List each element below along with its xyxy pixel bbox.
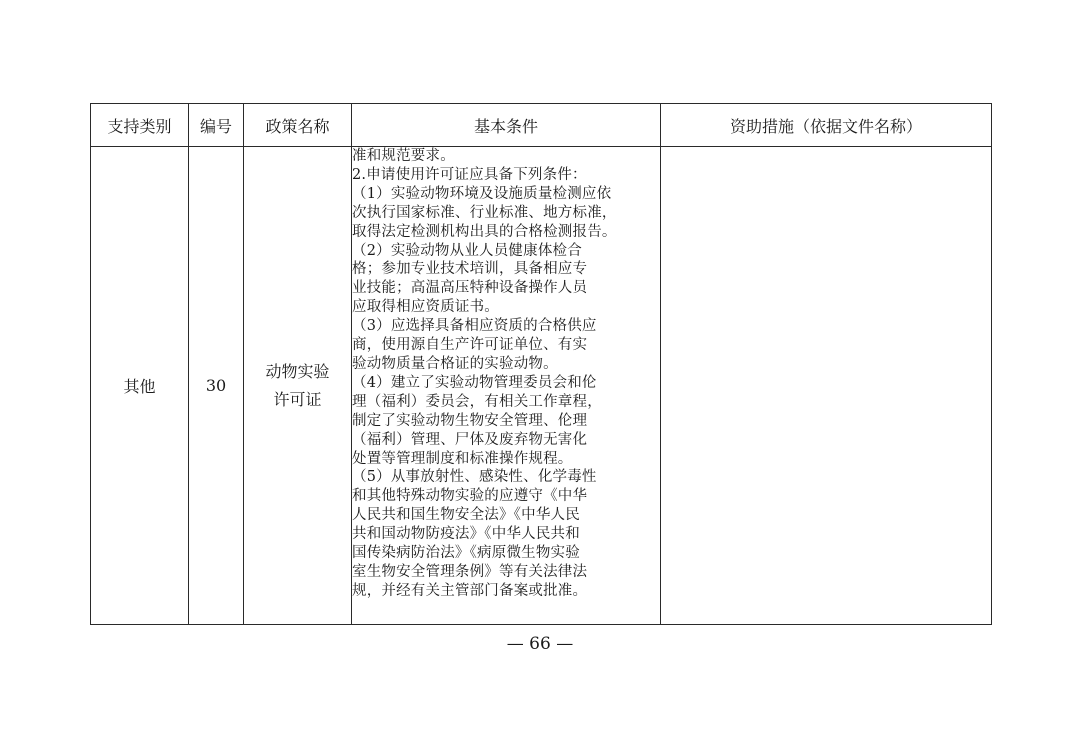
condition-line: 格；参加专业技术培训，具备相应专 <box>352 261 588 278</box>
condition-line: 规，并经有关主管部门备案或批准。 <box>352 582 588 599</box>
policy-table <box>90 103 992 625</box>
header-policy-name: 政策名称 <box>244 104 352 147</box>
condition-line: 处置等管理制度和标准操作规程。 <box>352 450 573 467</box>
table-row <box>91 147 992 625</box>
condition-line: 验动物质量合格证的实验动物。 <box>352 355 558 372</box>
cell-policy-name <box>244 147 352 625</box>
condition-line: 共和国动物防疫法》《中华人民共和 <box>352 526 580 543</box>
header-funding-measures: 资助措施（依据文件名称） <box>661 104 992 147</box>
policy-name-line: 动物实验 <box>265 361 330 381</box>
condition-line: 理（福利）委员会，有相关工作章程， <box>352 393 602 410</box>
condition-line: 业技能；高温高压特种设备操作人员 <box>352 280 588 297</box>
condition-line: 次执行国家标准、行业标准、地方标准， <box>352 204 617 221</box>
condition-line: （福利）管理、尸体及废弃物无害化 <box>352 431 588 448</box>
policy-name-line: 许可证 <box>273 389 322 409</box>
condition-line: 制定了实验动物生物安全管理、伦理 <box>352 412 588 429</box>
header-support-category: 支持类别 <box>91 104 189 147</box>
cell-support-category: 其他 <box>91 147 189 625</box>
cell-number: 30 <box>189 147 244 625</box>
condition-line: 人民共和国生物安全法》《中华人民 <box>352 507 580 524</box>
condition-line: 国传染病防治法》《病原微生物实验 <box>352 545 580 562</box>
header-number: 编号 <box>189 104 244 147</box>
cell-funding-measures <box>661 147 992 625</box>
condition-line: 室生物安全管理条例》等有关法律法 <box>352 563 588 580</box>
condition-line: 应取得相应资质证书。 <box>352 299 499 316</box>
condition-line: （2）实验动物从业人员健康体检合 <box>352 242 582 259</box>
condition-line: 准和规范要求。 <box>352 148 455 164</box>
condition-line: （3）应选择具备相应资质的合格供应 <box>352 318 597 335</box>
condition-line: 和其他特殊动物实验的应遵守《中华 <box>352 488 588 505</box>
condition-line: （4）建立了实验动物管理委员会和伦 <box>352 374 597 391</box>
condition-line: 商，使用源自生产许可证单位、有实 <box>352 337 588 354</box>
condition-line: （5）从事放射性、感染性、化学毒性 <box>352 469 597 486</box>
page-number: — 66 — <box>506 634 574 654</box>
cell-basic-conditions <box>352 147 661 625</box>
condition-line: （1）实验动物环境及设施质量检测应依 <box>352 185 612 202</box>
condition-line: 取得法定检测机构出具的合格检测报告。 <box>352 223 617 240</box>
header-row <box>91 104 992 147</box>
header-basic-conditions: 基本条件 <box>352 104 661 147</box>
condition-line: 2.申请使用许可证应具备下列条件： <box>352 166 587 183</box>
